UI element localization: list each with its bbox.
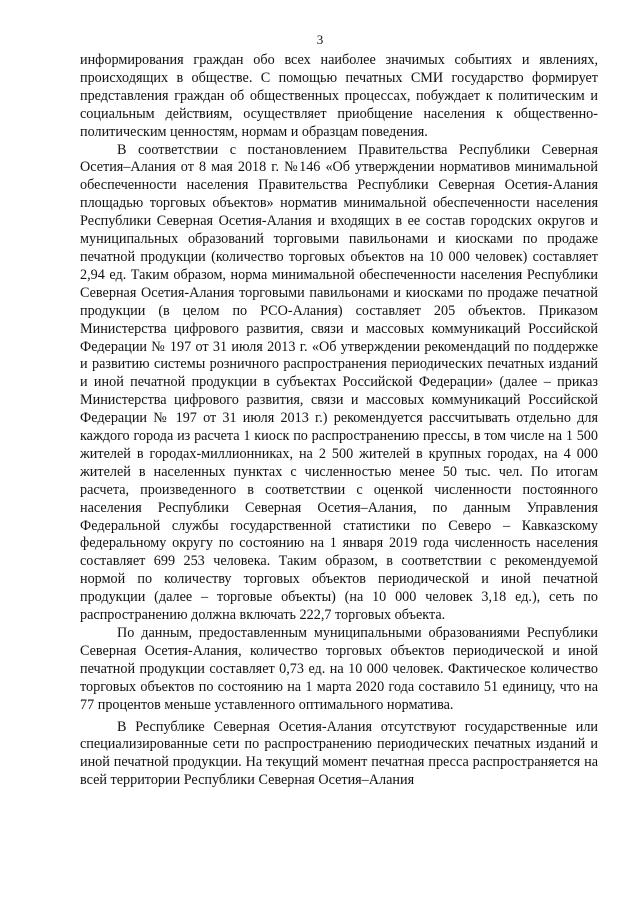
paragraph-normative: В соответствии с постановлением Правительства Республики Северная Осетия–Алания от 8 мая 2018 г. №146 «Об утверждении нормативов минимальной обеспеченности населения Правительства Республики Северная Осетия-Алания площадью торговых объектов» норматив минимальной обеспеченности населения Республики Северная Осетия-Алания и входящих в ее состав городских округов и муниципальных образований торговыми павильонами и киосками по продаже печатной продукции (количество торговых объектов на 10 000 человек) составляет 2,94 ед. Таким образом, норма минимальной обеспеченности населения Республики Северная Осетия-Алания торговыми павильонами и киосками по продаже печатной продукции (в целом по РСО-Алания) составляет 205 объектов. Приказом Министерства цифрового развития, связи и массовых коммуникаций Российской Федерации № 197 от 31 июля 2013 г. «Об утверждении рекомендаций по поддержке и развитию системы розничного распространения периодических печатных изданий и иной печатной продукции в субъектах Российской Федерации» (далее – приказ Министерства цифрового развития, связи и массовых коммуникаций Российской Федерации № 197 от 31 июля 2013 г.) рекомендуется рассчитывать отдельно для каждого города из расчета 1 киоск по распространению прессы, в том числе на 1 500 жителей в городах-миллионниках, на 2 500 жителей в крупных городах, на 4 000 жителей в населенных пунктах с численностью менее 50 тыс. чел. По итогам расчета, произведенного в соответствии с оценкой численности постоянного населения Республики Северная Осетия–Алания, по данным Управления Федеральной службы государственной статистики по Северо – Кавказскому федеральному округу по состоянию на 1 января 2019 года численность населения составляет 699 253 человека. Таким образом, в соответствии с рекомендуемой нормой по количеству торговых объектов периодической и иной печатной продукции (далее – торговые объекты) (на 10 000 человек 3,18 ед.), сеть по распространению должна включать 222,7 торговых объекта. xyxy=(80,141,598,624)
paragraph-intro-continuation: информирования граждан обо всех наиболее значимых событиях и явлениях, происходящих в обществе. С помощью печатных СМИ государство формирует представления граждан об общественных процессах, побуждает к политическим и социальным действиям, осуществляет приобщение населения к общественно-политическим ценностям, нормам и образцам поведения. xyxy=(80,52,598,140)
paragraph-municipal-data: По данным, предоставленным муниципальными образованиями Республики Северная Осетия-Алания, количество торговых объектов периодической и иной печатной продукции составляет 0,73 ед. на 10 000 человек. Фактическое количество торговых объектов по состоянию на 1 марта 2020 года составило 51 единицу, что на 77 процентов меньше уставленного оптимального норматива. xyxy=(80,625,598,713)
paragraph-distribution-networks: В Республике Северная Осетия-Алания отсутствуют государственные или специализированные сети по распространению периодических печатных изданий и иной печатной продукции. На текущий момент печатная пресса распространяется на всей территории Республики Северная Осетия–Алания xyxy=(80,718,598,789)
page-number: 3 xyxy=(316,32,324,47)
document-body xyxy=(80,52,598,790)
